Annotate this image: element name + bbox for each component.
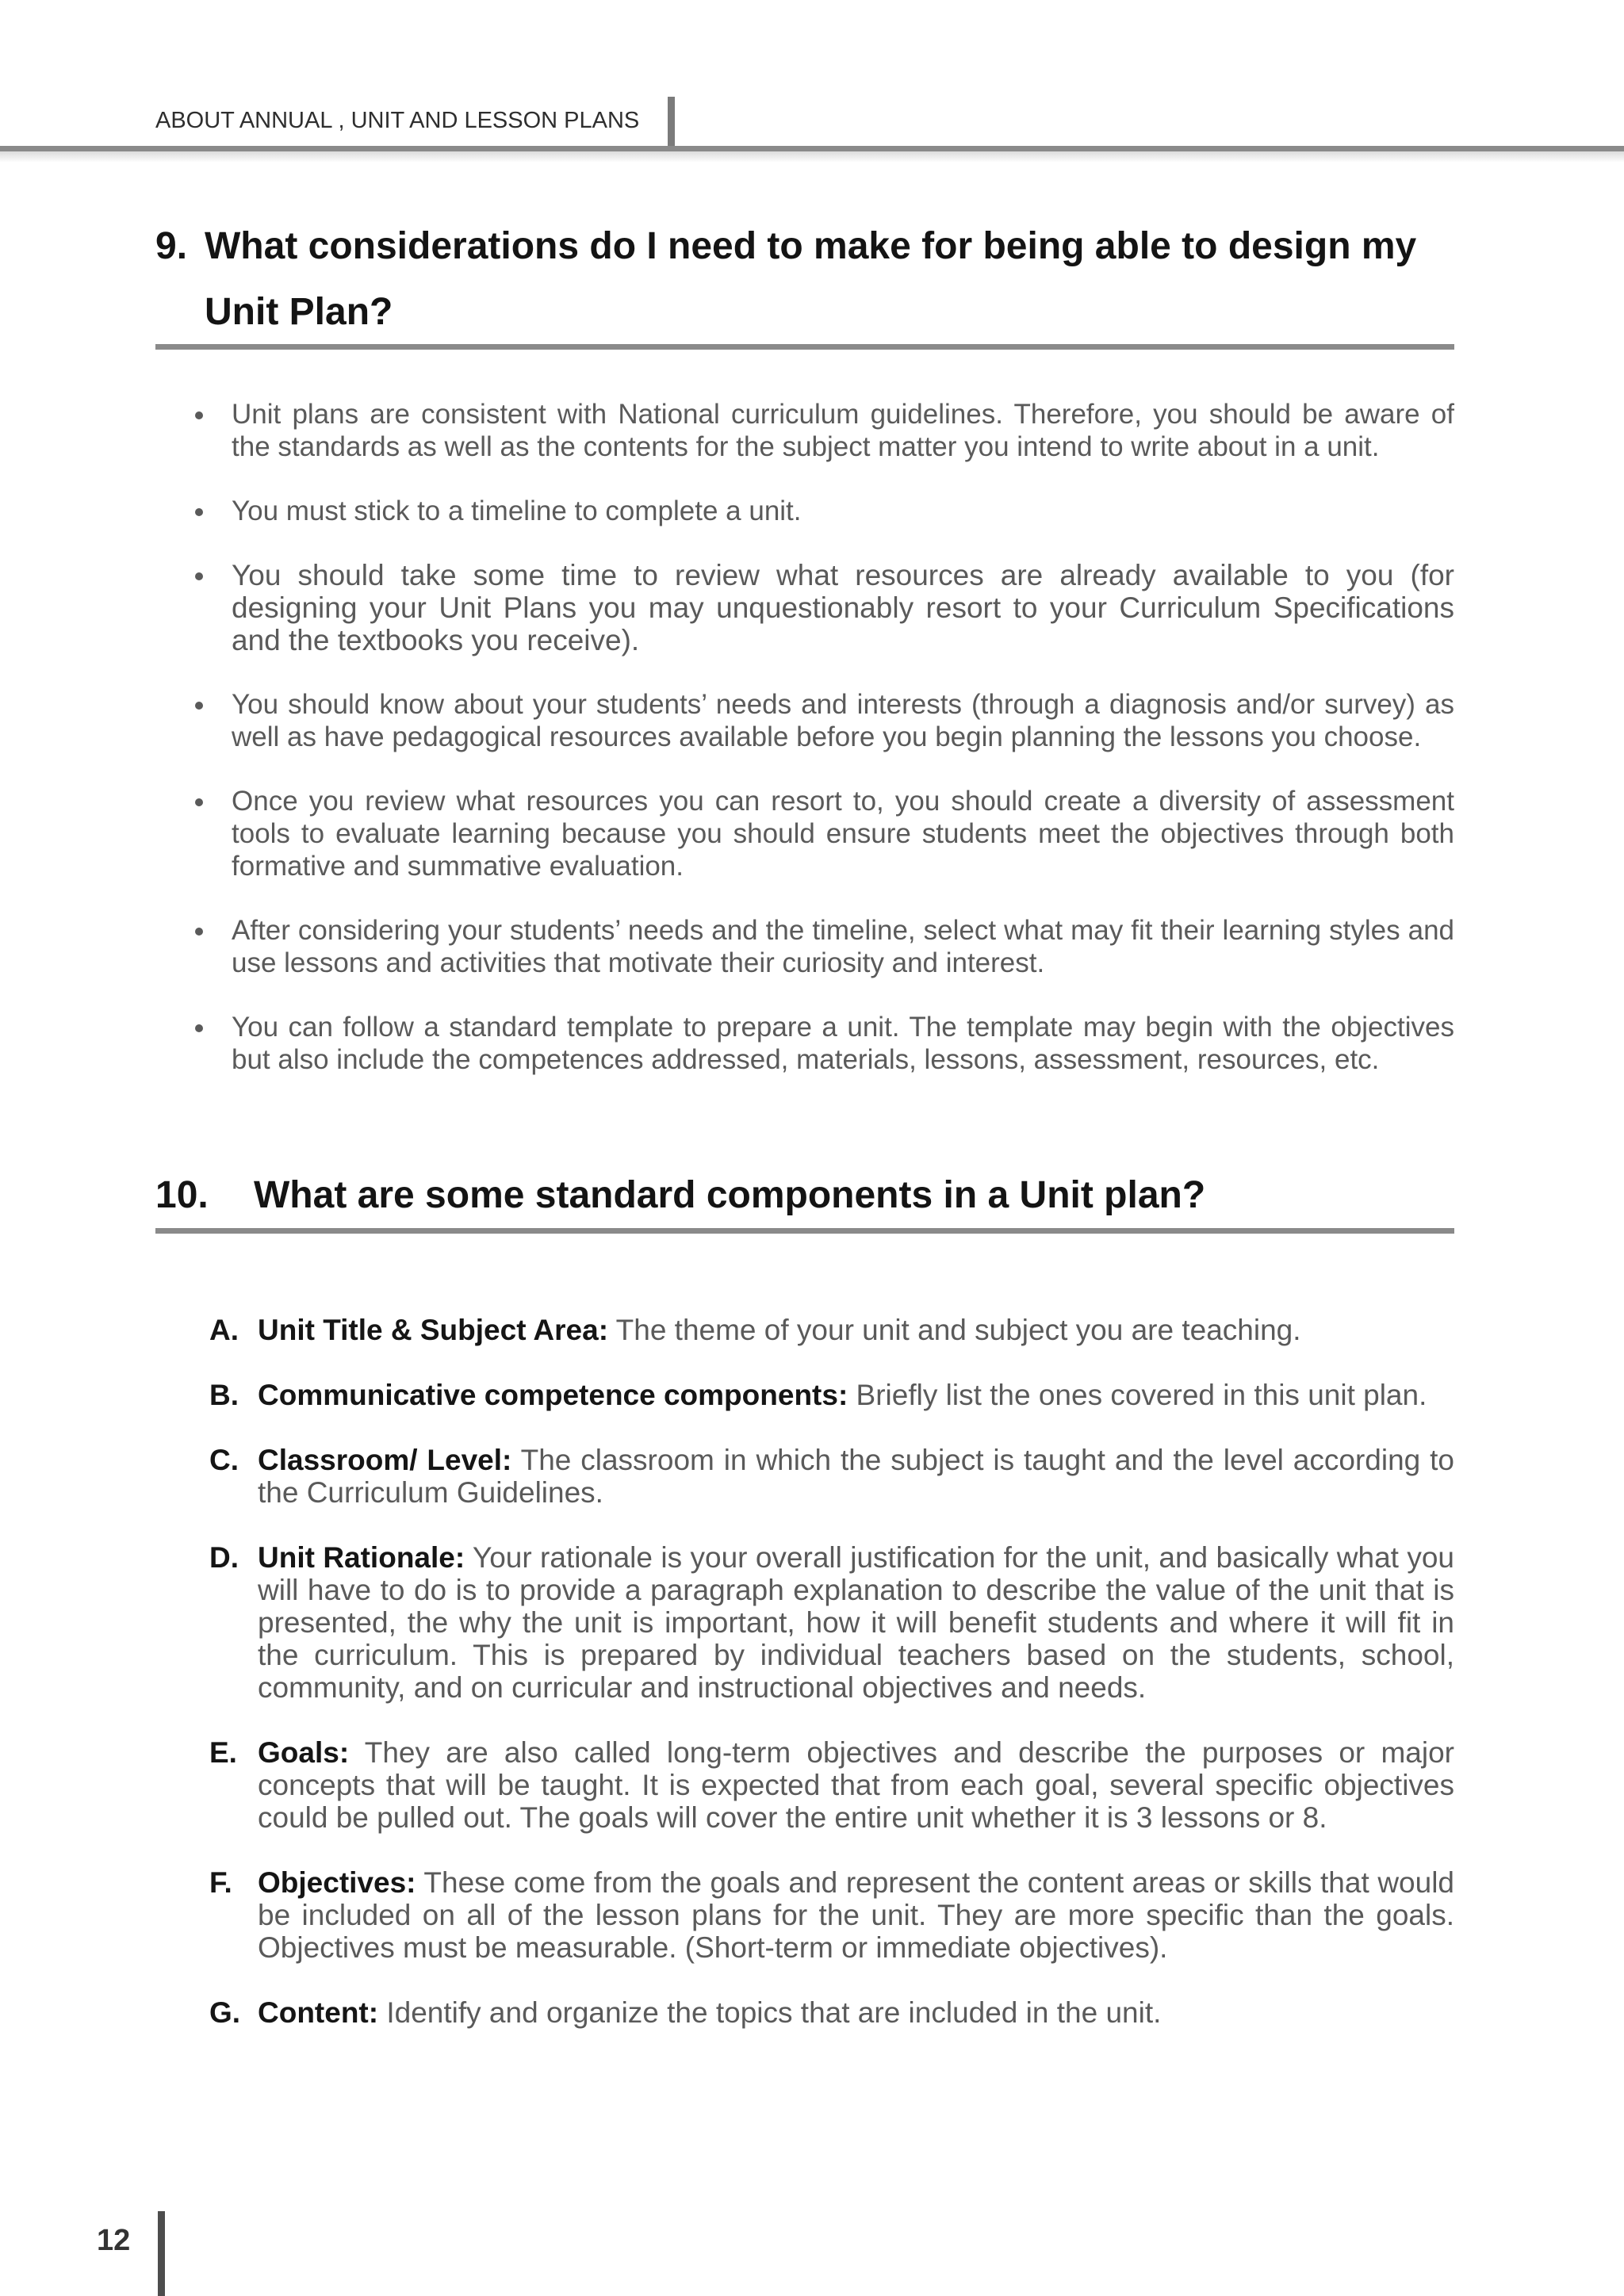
list-item bbox=[195, 559, 1454, 656]
component-letter: G. bbox=[209, 1996, 241, 2029]
component-term: Unit Rationale: bbox=[258, 1541, 465, 1574]
list-item bbox=[195, 495, 1454, 527]
component-term: Communicative competence components: bbox=[258, 1379, 848, 1411]
bullet-icon bbox=[195, 411, 203, 419]
footer-divider-bar bbox=[158, 2211, 165, 2296]
component-item bbox=[209, 1444, 1454, 1509]
considerations-list bbox=[195, 398, 1454, 1108]
bullet-icon bbox=[195, 702, 203, 710]
list-item bbox=[195, 688, 1454, 753]
component-description: Identify and organize the topics that are included in the unit. bbox=[386, 1996, 1162, 2029]
component-text bbox=[258, 1314, 1454, 1346]
section-divider bbox=[155, 344, 1454, 350]
bullet-text: You can follow a standard template to prepare a unit. The template may begin with the objectives but also include the competences addressed, materials, lessons, assessment, resources, etc. bbox=[232, 1012, 1454, 1075]
component-letter: F. bbox=[209, 1866, 232, 1899]
bullet-icon bbox=[195, 508, 203, 516]
bullet-text: Once you review what resources you can resort to, you should create a diversity of assessment tools to evaluate learning because you should ensure students meet the objectives through both formative and summative evaluation. bbox=[232, 786, 1454, 882]
section-9-heading bbox=[155, 213, 1454, 345]
bullet-icon bbox=[195, 572, 203, 580]
component-letter: D. bbox=[209, 1541, 239, 1574]
component-description: Briefly list the ones covered in this unit plan. bbox=[856, 1379, 1427, 1411]
list-item bbox=[195, 398, 1454, 463]
bullet-icon bbox=[195, 928, 203, 936]
component-item bbox=[209, 1379, 1454, 1411]
page-number: 12 bbox=[97, 2224, 131, 2257]
bullet-icon bbox=[195, 1024, 203, 1032]
component-term: Unit Title & Subject Area: bbox=[258, 1314, 609, 1346]
component-text bbox=[258, 1379, 1454, 1411]
component-description: They are also called long-term objectives and describe the purposes or major concepts that will be taught. It is expected that from each goal, several specific objectives could be pulled out. The goals will cover the entire unit whether it is 3 lessons or 8. bbox=[258, 1736, 1454, 1834]
bullet-text: After considering your students’ needs and the timeline, select what may fit their learning styles and use lessons and activities that motivate their curiosity and interest. bbox=[232, 915, 1454, 978]
component-text bbox=[258, 1866, 1454, 1964]
component-description: Your rationale is your overall justification for the unit, and basically what you will have to do is to provide a paragraph explanation to describe the value of the unit that is presented, the why the unit is important, how it will benefit students and where it will fit in the curriculum. This is prepared by individual teachers based on the students, school, community, and on curricular and instructional objectives and needs. bbox=[258, 1541, 1454, 1704]
component-text bbox=[258, 1736, 1454, 1834]
list-item bbox=[195, 914, 1454, 979]
component-text bbox=[258, 1996, 1454, 2029]
component-item bbox=[209, 1736, 1454, 1834]
section-number: 9. bbox=[155, 225, 188, 267]
component-term: Goals: bbox=[258, 1736, 350, 1769]
component-term: Content: bbox=[258, 1996, 379, 2029]
bullet-text: Unit plans are consistent with National curriculum guidelines. Therefore, you should be aware of the standards as well as the contents for the subject matter you intend to write about in a unit. bbox=[232, 399, 1454, 462]
component-term: Classroom/ Level: bbox=[258, 1444, 512, 1476]
component-letter: C. bbox=[209, 1444, 239, 1476]
component-letter: E. bbox=[209, 1736, 237, 1769]
bullet-text: You must stick to a timeline to complete a unit. bbox=[232, 496, 802, 526]
component-text bbox=[258, 1541, 1454, 1704]
bullet-icon bbox=[195, 798, 203, 806]
component-letter: A. bbox=[209, 1314, 239, 1346]
list-item bbox=[195, 1011, 1454, 1076]
section-divider bbox=[155, 1228, 1454, 1234]
component-text bbox=[258, 1444, 1454, 1509]
component-description: These come from the goals and represent the content areas or skills that would be included on all of the lesson plans for the unit. They are more specific than the goals. Objectives must be measurable. (Short-term or immediate objectives). bbox=[258, 1866, 1454, 1964]
section-10-heading bbox=[155, 1172, 1454, 1219]
component-item bbox=[209, 1314, 1454, 1346]
running-header-title: ABOUT ANNUAL , UNIT AND LESSON PLANS bbox=[155, 108, 640, 133]
section-title: What are some standard components in a Unit plan? bbox=[254, 1174, 1206, 1216]
bullet-text: You should know about your students’ needs and interests (through a diagnosis and/or survey) as well as have pedagogical resources available before you begin planning the lessons you choose. bbox=[232, 689, 1454, 752]
bullet-text: You should take some time to review what resources are already available to you (for designing your Unit Plans you may unquestionably resort to your Curriculum Specifications and the textbooks you receive). bbox=[232, 559, 1454, 656]
component-item bbox=[209, 1541, 1454, 1704]
header-rule-shadow bbox=[0, 151, 1624, 163]
component-letter: B. bbox=[209, 1379, 239, 1411]
components-list bbox=[209, 1314, 1454, 2061]
section-number: 10. bbox=[155, 1174, 209, 1216]
component-term: Objectives: bbox=[258, 1866, 416, 1899]
component-item bbox=[209, 1866, 1454, 1964]
section-title: What considerations do I need to make for being able to design my Unit Plan? bbox=[205, 225, 1417, 333]
component-description: The theme of your unit and subject you are teaching. bbox=[615, 1314, 1301, 1346]
component-item bbox=[209, 1996, 1454, 2029]
list-item bbox=[195, 785, 1454, 882]
header-divider-tick bbox=[668, 97, 675, 147]
component-description: The classroom in which the subject is taught and the level according to the Curriculum Guidelines. bbox=[258, 1444, 1454, 1509]
header-rule bbox=[0, 146, 1624, 151]
